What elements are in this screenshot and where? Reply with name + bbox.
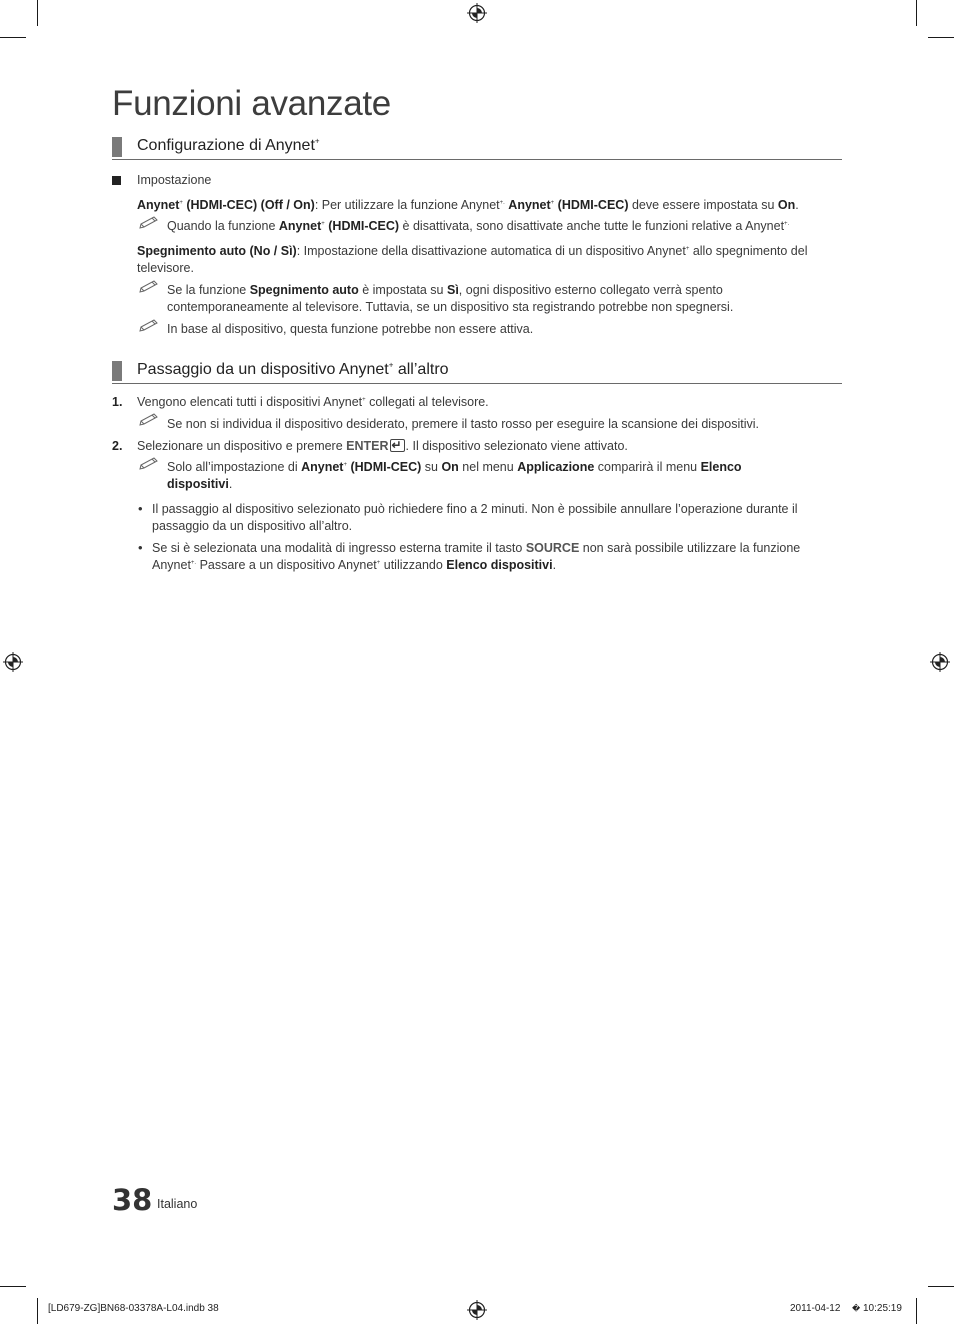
note-pencil-icon [138, 457, 160, 471]
step-number: 2. [112, 439, 123, 453]
step-1-note: Se non si individua il dispositivo desiderato, premere il tasto rosso per eseguire la scansione dei dispositivi. [167, 417, 759, 431]
section-heading-anynet-setup [112, 135, 842, 160]
page-title: Funzioni avanzate [112, 84, 391, 123]
paragraph-auto-power-off: Spegnimento auto (No / Sì): Impostazione della disattivazione automatica di un dispositivo Anynet+ allo spegnimento del [137, 244, 808, 258]
page-language: Italiano [157, 1197, 198, 1211]
step-2-note: Solo all’impostazione di Anynet+ (HDMI-CEC) su On nel menu Applicazione comparirà il menu Elenco [167, 460, 742, 474]
bullet-1-text: Il passaggio al dispositivo selezionato può richiedere fino a 2 minuti. Non è possibile annullare l’operazione durante il [152, 502, 798, 516]
crop-mark [928, 37, 954, 38]
note-device-dependent: In base al dispositivo, questa funzione potrebbe non essere attiva. [167, 322, 534, 336]
plus-superscript: + [314, 136, 320, 146]
step-1-text: Vengono elencati tutti i dispositivi Anynet+ collegati al televisore. [137, 395, 489, 409]
note-auto-power-off: Se la funzione Spegnimento auto è impostata su Sì, ogni dispositivo esterno collegato verrà spento [167, 283, 723, 297]
note-pencil-icon [138, 216, 160, 230]
crop-mark [0, 1286, 26, 1287]
crop-mark [37, 0, 38, 26]
section-bar [112, 361, 122, 381]
note-pencil-icon [138, 413, 160, 427]
crop-mark [928, 1286, 954, 1287]
paragraph-auto-power-off-line2: televisore. [137, 261, 194, 275]
page-number: 38 [112, 1183, 153, 1217]
note-pencil-icon [138, 280, 160, 294]
bullet-2-text-line2: Anynet+. Passare a un dispositivo Anynet+ utilizzando Elenco dispositivi. [152, 558, 557, 572]
registration-mark-icon [467, 3, 487, 23]
bullet-1-text-line2: passaggio da un dispositivo all’altro. [152, 519, 353, 533]
note-auto-power-off-line2: contemporaneamente al televisore. Tuttavia, se un dispositivo sta registrando potrebbe non spegnersi. [167, 300, 734, 314]
square-bullet-icon [112, 176, 121, 185]
enter-icon [390, 439, 405, 452]
bullet-dot: • [138, 540, 143, 555]
footer-time: 10:25:19 [863, 1303, 902, 1314]
step-2-note-line2: dispositivi. [167, 477, 233, 491]
crop-mark [0, 37, 26, 38]
footer-file-name: [LD679-ZG]BN68-03378A-L04.indb 38 [48, 1303, 219, 1314]
registration-mark-icon [467, 1300, 487, 1320]
footer-date: 2011-04-12 [790, 1303, 841, 1314]
note-anynet-disabled: Quando la funzione Anynet+ (HDMI-CEC) è disattivata, sono disattivate anche tutte le funzioni relative a Anynet+. [167, 219, 790, 233]
note-pencil-icon [138, 319, 160, 333]
step-number: 1. [112, 395, 123, 409]
section-bar [112, 137, 122, 157]
bullet-2-text: Se si è selezionata una modalità di ingresso esterna tramite il tasto SOURCE non sarà possibile utilizzare la funzione [152, 541, 801, 555]
crop-mark [916, 0, 917, 26]
section-heading-switch-device: Passaggio da un dispositivo Anynet+ all’altro [112, 359, 842, 384]
step-2-text: Selezionare un dispositivo e premere ENTER↵ . Il dispositivo selezionato viene attivato. [137, 438, 628, 455]
registration-mark-icon [930, 652, 950, 672]
section-heading-text: Configurazione di Anynet [137, 137, 315, 154]
registration-mark-icon [3, 652, 23, 672]
crop-mark [916, 1298, 917, 1324]
sub-heading: Impostazione [137, 173, 212, 187]
footer-time-marker: � [852, 1304, 861, 1313]
paragraph-anynet-setting: Anynet+ (HDMI-CEC) (Off / On): Per utilizzare la funzione Anynet+. Anynet+ (HDMI-CEC) deve essere impostata su On. [137, 198, 799, 212]
bullet-dot: • [138, 501, 143, 516]
section-heading-text: Passaggio da un dispositivo Anynet [137, 361, 389, 378]
crop-mark [37, 1298, 38, 1324]
